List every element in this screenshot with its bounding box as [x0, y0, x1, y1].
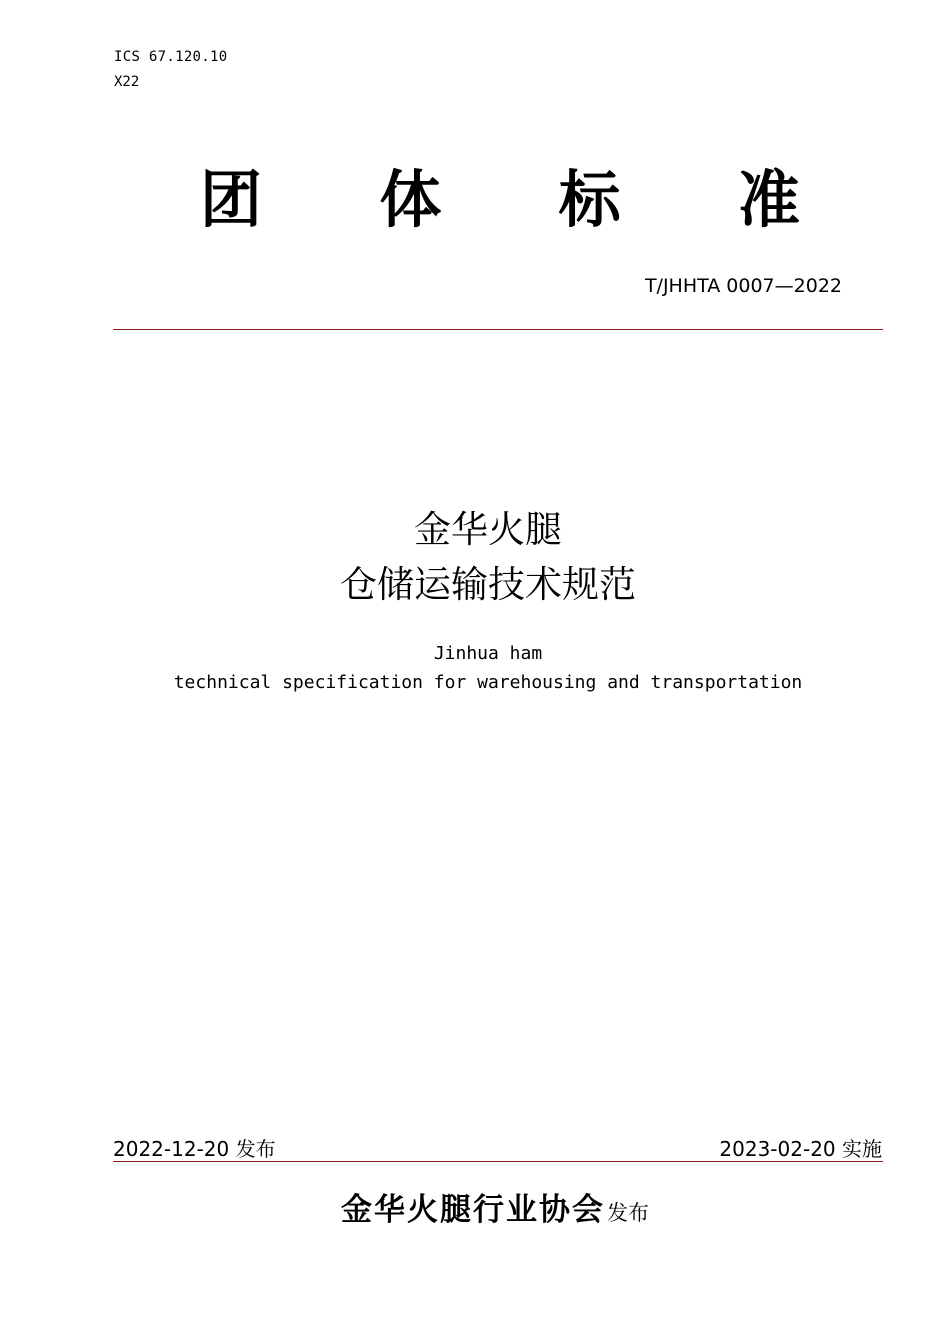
title-chinese-line1: 金华火腿 [414, 508, 562, 551]
publisher-suffix: 发布 [607, 1201, 649, 1225]
publisher-name: 金华火腿行业协会 [341, 1192, 605, 1228]
top-divider [113, 329, 883, 330]
ics-code: ICS 67.120.10 [114, 49, 228, 65]
doc-type-char: 标 [558, 163, 621, 236]
bottom-divider [113, 1161, 883, 1162]
standard-number: T/JHHTA 0007—2022 [644, 275, 842, 297]
classification-code: X22 [114, 74, 140, 90]
publisher [0, 1192, 950, 1228]
release-date: 2022-12-20 发布 [113, 1137, 276, 1161]
title-english-line1: Jinhua ham [433, 643, 543, 664]
effective-date: 2023-02-20 实施 [719, 1137, 882, 1161]
doc-type-char: 团 [200, 163, 263, 236]
document-type-heading [200, 160, 800, 240]
title-english-line2: technical specification for warehousing and transportation [173, 672, 803, 693]
doc-type-char: 准 [737, 163, 800, 236]
doc-type-char: 体 [379, 163, 442, 236]
title-chinese-line2: 仓储运输技术规范 [340, 563, 636, 606]
